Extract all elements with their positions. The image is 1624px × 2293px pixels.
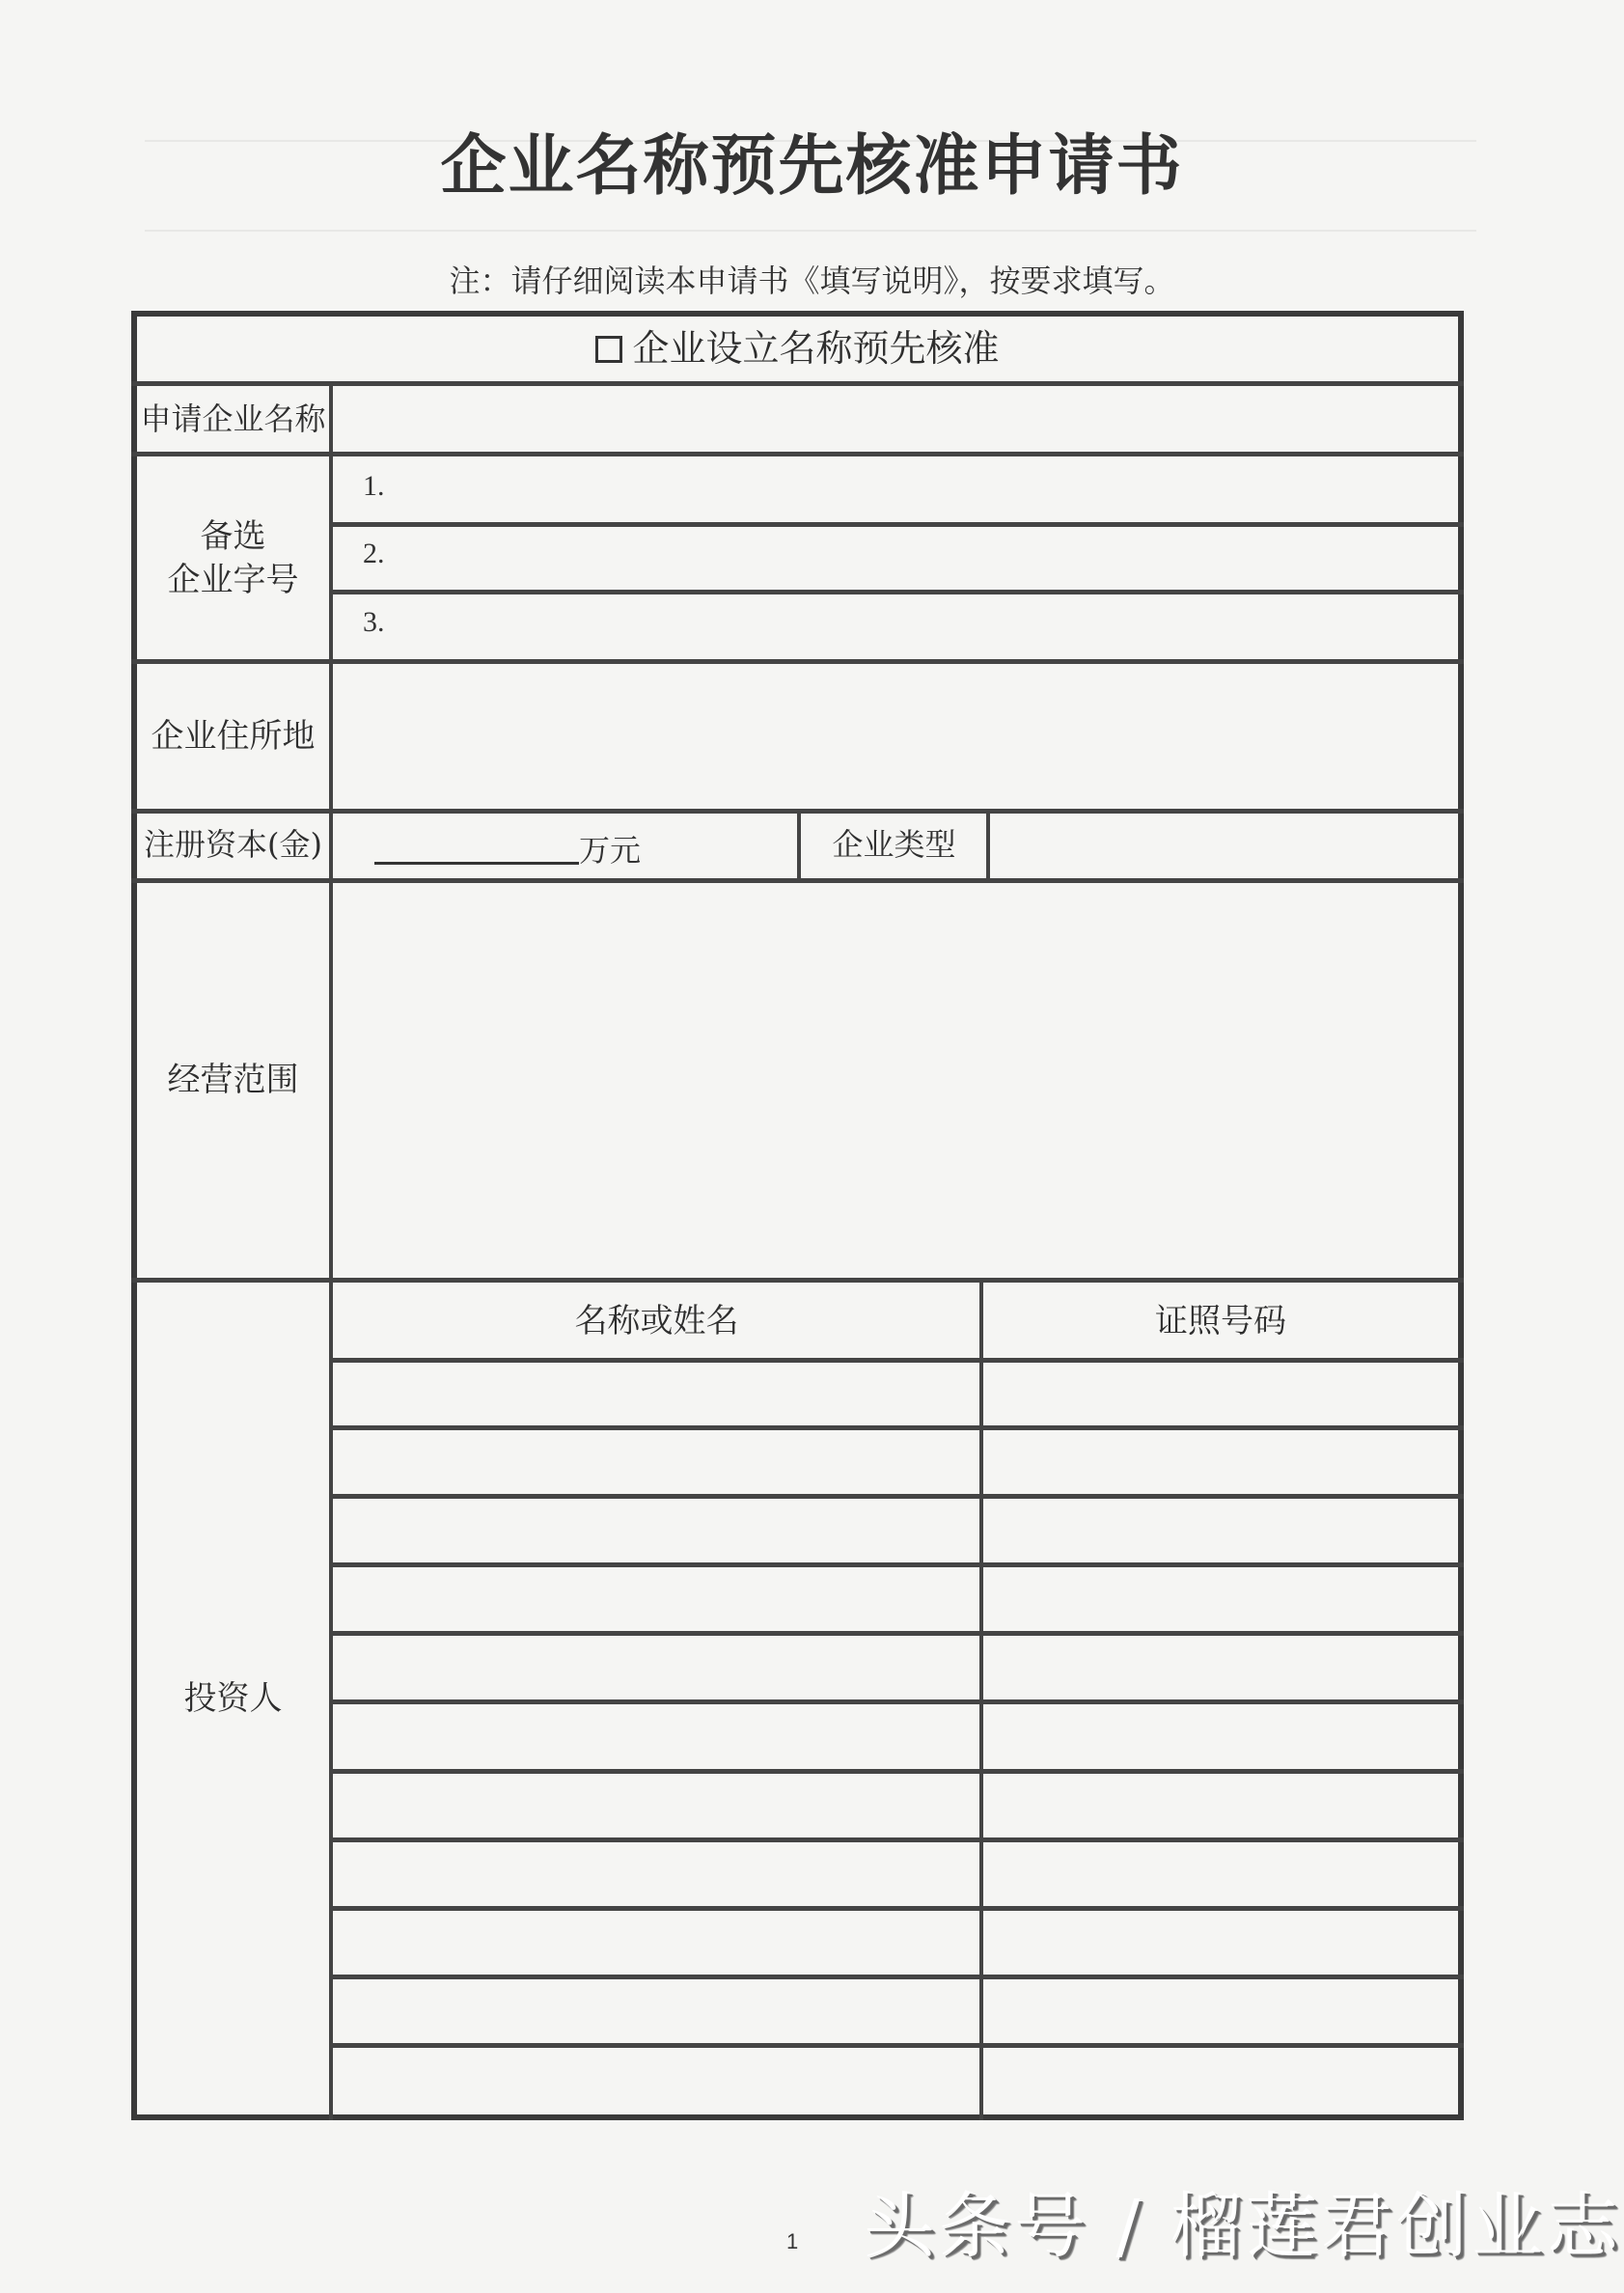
investor-name-input[interactable] — [334, 1499, 978, 1561]
address-input[interactable] — [334, 664, 1458, 809]
investor-name-input[interactable] — [334, 1704, 978, 1767]
alternate-name-input-3[interactable] — [405, 594, 1457, 658]
scan-artifact — [145, 230, 1476, 232]
investor-name-input[interactable] — [334, 1636, 978, 1699]
investor-id-number-input[interactable] — [984, 1842, 1457, 1905]
alternate-name-number: 2. — [363, 538, 385, 569]
section-header — [137, 317, 1458, 381]
investor-id-number-input[interactable] — [984, 1430, 1457, 1493]
address-label: 企业住所地 — [151, 716, 316, 756]
page-title: 企业名称预先核准申请书 — [440, 127, 1184, 205]
investors-label: 投资人 — [183, 1679, 283, 1719]
alternate-name-number: 3. — [363, 606, 385, 638]
investor-id-number-input[interactable] — [984, 1499, 1457, 1561]
page-number: 1 — [786, 2229, 799, 2253]
capital-unit: 万元 — [579, 832, 642, 869]
investor-id-number-input[interactable] — [984, 1911, 1457, 1974]
company-type-input[interactable] — [991, 813, 1458, 878]
investor-name-input[interactable] — [334, 1774, 978, 1837]
divider — [986, 811, 990, 880]
investor-id-number-input[interactable] — [984, 1362, 1457, 1424]
investor-name-input[interactable] — [334, 1567, 978, 1630]
investor-name-input[interactable] — [334, 1911, 978, 1974]
section-header-label: 企业设立名称预先核准 — [632, 326, 1000, 370]
establishment-checkbox[interactable] — [595, 336, 622, 363]
alternate-names-label — [137, 456, 329, 661]
divider — [131, 1278, 1464, 1283]
investor-id-number-input[interactable] — [984, 1636, 1457, 1699]
divider — [329, 384, 333, 2120]
alternate-name-input-1[interactable] — [405, 456, 1457, 520]
investor-name-input[interactable] — [334, 1362, 978, 1424]
company-name-label: 申请企业名称 — [140, 401, 326, 438]
investor-name-input[interactable] — [334, 2048, 978, 2111]
column-header-id-number: 证照号码 — [1155, 1301, 1286, 1340]
investor-name-input[interactable] — [334, 1430, 978, 1493]
investor-id-number-input[interactable] — [984, 1704, 1457, 1767]
registered-capital-label: 注册资本(金) — [144, 826, 322, 864]
investor-id-number-input[interactable] — [984, 1567, 1457, 1630]
investor-id-number-input[interactable] — [984, 1979, 1457, 2042]
business-scope-input[interactable] — [334, 882, 1458, 1278]
company-name-input[interactable] — [334, 386, 1458, 452]
alternate-name-number: 1. — [363, 470, 385, 502]
alternate-names-label-line2: 企业字号 — [167, 560, 299, 599]
column-header-name: 名称或姓名 — [574, 1301, 739, 1340]
business-scope-label: 经营范围 — [167, 1060, 299, 1099]
watermark: 头条号 / 榴莲君创业志 — [864, 2185, 1622, 2268]
investor-id-number-input[interactable] — [984, 2048, 1457, 2111]
registered-capital-input[interactable] — [374, 862, 579, 865]
instruction-note: 注：请仔细阅读本申请书《填写说明》，按要求填写。 — [449, 262, 1175, 299]
company-type-label: 企业类型 — [832, 826, 956, 864]
investor-name-input[interactable] — [334, 1842, 978, 1905]
investor-name-input[interactable] — [334, 1979, 978, 2042]
investor-id-number-input[interactable] — [984, 1774, 1457, 1837]
alternate-names-label-line1: 备选 — [200, 517, 266, 557]
alternate-name-input-2[interactable] — [405, 527, 1457, 589]
